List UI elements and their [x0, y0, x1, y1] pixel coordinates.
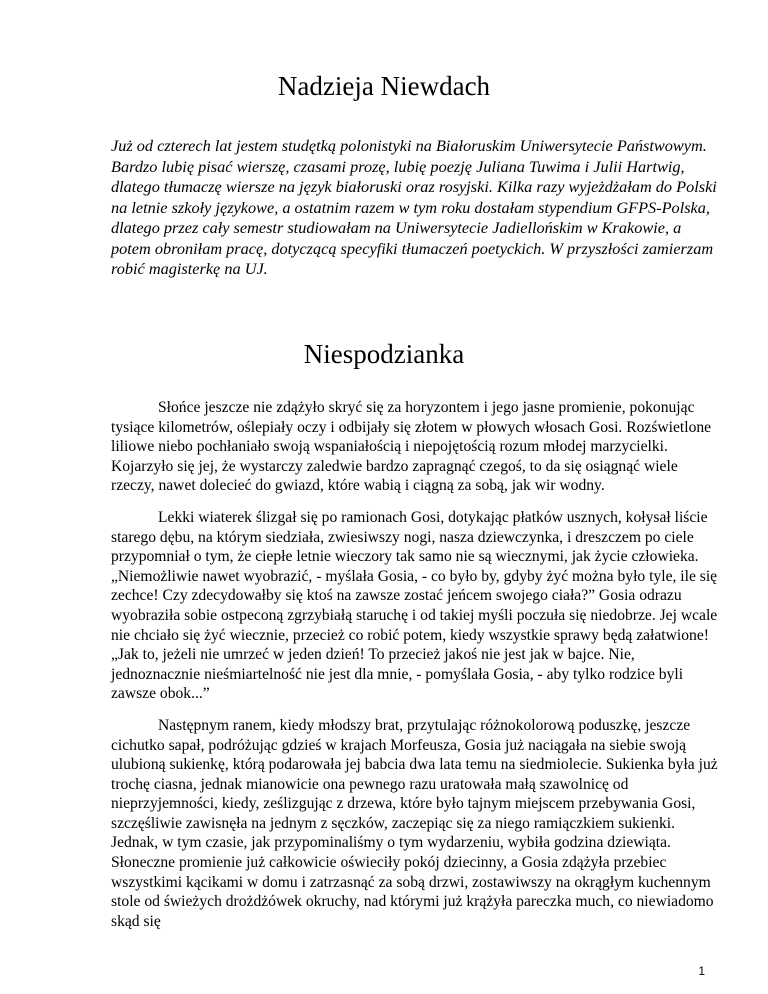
- story-paragraph: Następnym ranem, kiedy młodszy brat, przytulając różnokolorową poduszkę, jeszcze cichutko sapał, podróżując gdzieś w krajach Morfeusza, Gosia już naciągała na siebie swoją ulubioną sukienkę, którą podarowała jej babcia dwa lata temu na siedmiolecie. Sukienka była już trochę ciasna, jednak mianowicie ona pewnego razu uratowała małą szawolnicę od nieprzyjemności, kiedy, ześlizgując z drzewa, które było tajnym miejscem przebywania Gosi, szczęśliwie zawisnęła na jednym z sęczków, zaczepiąc się za niego ramiączkiem sukienki. Jednak, w tym czasie, jak przypominaliśmy o tym wydarzeniu, wybiła godzina dziewiąta. Słoneczne promienie już całkowicie oświeciły pokój dziecinny, a Gosia zdążyła przebiec wszystkimi kącikami w domu i zatrzasnąć za sobą drzwi, zostawiwszy na okrągłym kuchennym stole od świeżych drożdżówek okruchy, nad którymi już krążyła pareczka much, co niewiadomo skąd się: [111, 716, 718, 930]
- document-title: Nadzieja Niewdach: [277, 71, 491, 101]
- author-intro: Już od czterech lat jestem studętką polonistyki na Białoruskim Uniwersytecie Państwowym. Bardzo lubię pisać wierszę, czasami prozę, lubię poezję Juliana Tuwima i Julii Hartwig, dlatego tłumaczę wiersze na język białoruski oraz rosyjski. Kilka razy wyjeżdżałam do Polski na letnie szkoły językowe, a ostatnim razem w tym roku dostałam stypendium GFPS-Polska, dlatego przez cały semestr studiowałam na Uniwersytecie Jadiellońskim w Krakowie, a potem obroniłam pracę, dotyczącą specyfiki tłumaczeń poetyckich. W przyszłości zamierzam robić magisterkę na UJ.: [111, 136, 717, 278]
- story-paragraph: Lekki wiaterek ślizgał się po ramionach Gosi, dotykając płatków usznych, kołysał liście starego dębu, na którym siedziała, zwiesiwszy nogi, nasza dziewczynka, i dreszczem po ciele przypomniał o tym, że ciepłe letnie wieczory tak samo nie są wiecznymi, jak życie człowieka. „Niemożliwie nawet wyobrazić, - myślała Gosia, - co było by, gdyby żyć można było tyle, ile się zechce! Czy zdecydowałby się ktoś na zawsze zostać jeńcem swojego ciała?” Gosia odrazu wyobraziła sobie ostpeconą zgrzybiałą staruchę i od takiej myśli poczuła się niedobrze. Jej wcale nie chciało się żyć wiecznie, przecież co robić potem, kiedy wszystkie sprawy będą załatwione! „Jak to, jeżeli nie umrzeć w jeden dzień! To przecież jakoś nie jest jak w bajce. Nie, jednoznacznie nieśmiartelność nie jest dla mnie, - pomyślała Gosia, - aby tylko rodzice byli zawsze obok...”: [111, 508, 718, 703]
- story-body: [111, 398, 724, 943]
- page-number: 1: [698, 964, 705, 978]
- story-paragraph: Słońce jeszcze nie zdążyło skryć się za horyzontem i jego jasne promienie, pokonując tysiące kilometrów, oślepiały oczy i odbijały się złotem w płowych włosach Gosi. Rozświetlone liliowe niebo pochłaniało swoją wspaniałością i niepojętością rozum młodej marzycielki. Kojarzyło się jej, że wystarczy zaledwie bardzo zapragnąć czegoś, to da się osiągnąć wiele rzeczy, nawet dolecieć do gwiazd, które wabią i ciągną za sobą, jak wir wodny.: [111, 399, 712, 495]
- story-title: Niespodzianka: [303, 339, 465, 369]
